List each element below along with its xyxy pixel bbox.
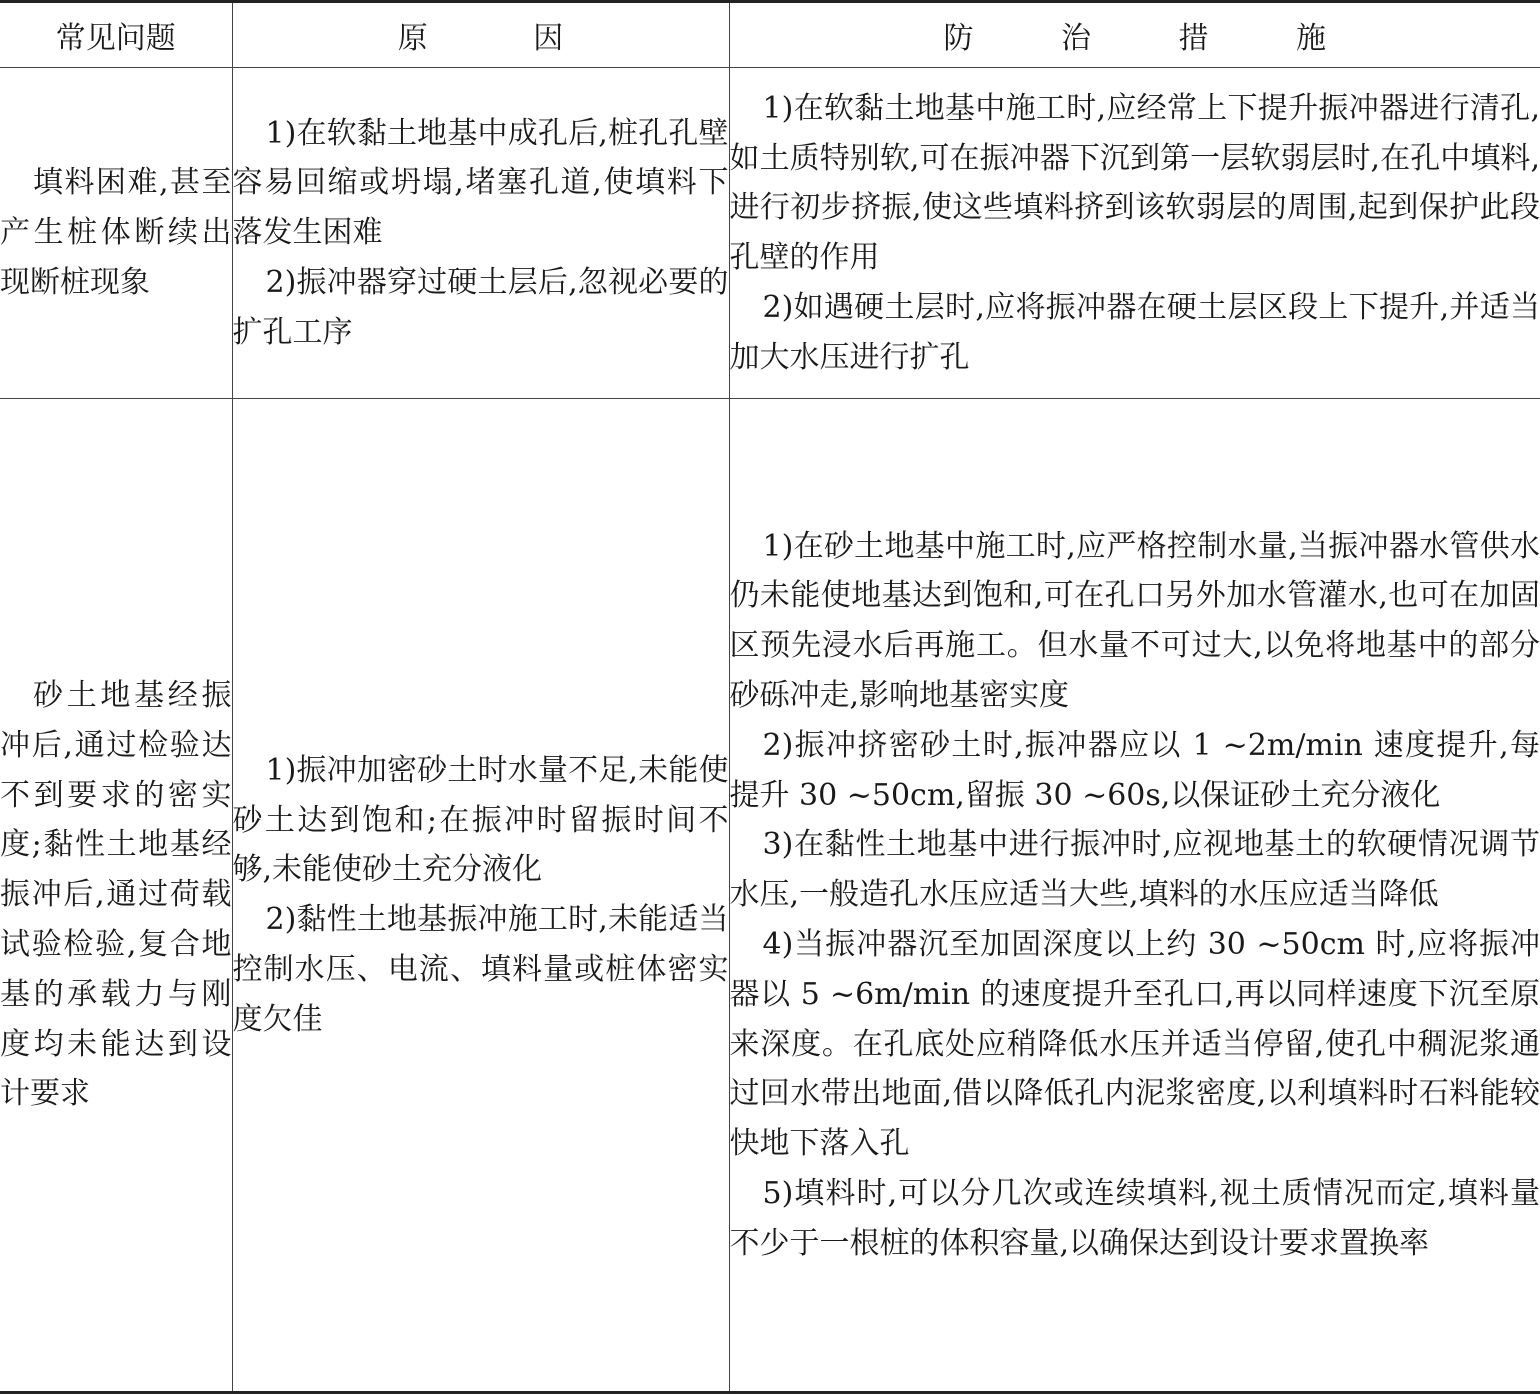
header-cause: 原 因 [232, 2, 729, 68]
header-row [0, 2, 1540, 68]
cause-item: 2)黏性土地基振冲施工时,未能适当控制水压、电流、填料量或桩体密实度欠佳 [232, 902, 729, 1037]
header-problem: 常见问题 [0, 2, 232, 68]
cause-cell [232, 68, 729, 399]
cause-item: 1)在软黏土地基中成孔后,桩孔孔壁容易回缩或坍塌,堵塞孔道,使填料下落发生困难 [232, 115, 729, 251]
problem-text: 砂土地基经振冲后,通过检验达不到要求的密实度;黏性土地基经振冲后,通过荷载试验检验,复合地基的承载力与刚度均未能达到设计要求 [0, 678, 232, 1112]
measures-cell [729, 399, 1540, 1393]
measure-item: 3)在黏性土地基中进行振冲时,应视地基土的软硬情况调节水压,一般造孔水压应适当大些,填料的水压应适当降低 [729, 827, 1540, 913]
measure-item: 2)如遇硬土层时,应将振冲器在硬土层区段上下提升,并适当加大水压进行扩孔 [729, 289, 1540, 375]
measure-item: 4)当振冲器沉至加固深度以上约 30 ~50cm 时,应将振冲器以 5 ~6m/min 的速度提升至孔口,再以同样速度下沉至原来深度。在孔底处应稍降低水压并适当停留,使孔中稠泥浆通过回水带出地面,借以降低孔内泥浆密度,以利填料时石料能较快地下落入孔 [729, 927, 1540, 1162]
problem-cell [0, 68, 232, 399]
cause-item: 1)振冲加密砂土时水量不足,未能使砂土达到饱和;在振冲时留振时间不够,未能使砂土充分液化 [232, 752, 729, 888]
cause-item: 2)振冲器穿过硬土层后,忽视必要的扩孔工序 [232, 265, 729, 350]
measure-item: 2)振冲挤密砂土时,振冲器应以 1 ~2m/min 速度提升,每提升 30 ~50cm,留振 30 ~60s,以保证砂土充分液化 [729, 727, 1540, 813]
problem-text: 填料困难,甚至产生桩体断续出现断桩现象 [0, 165, 232, 301]
header-measures: 防 治 措 施 [729, 2, 1540, 68]
cause-cell [232, 399, 729, 1393]
measure-item: 1)在砂土地基中施工时,应严格控制水量,当振冲器水管供水仍未能使地基达到饱和,可在孔口另外加水管灌水,也可在加固区预先浸水后再施工。但水量不可过大,以免将地基中的部分砂砾冲走,影响地基密实度 [729, 528, 1540, 714]
measure-item: 5)填料时,可以分几次或连续填料,视土质情况而定,填料量不少于一根桩的体积容量,以确保达到设计要求置换率 [729, 1176, 1540, 1261]
measures-cell [729, 68, 1540, 399]
table-row [0, 399, 1540, 1393]
measure-item: 1)在软黏土地基中施工时,应经常上下提升振冲器进行清孔,如土质特别软,可在振冲器下沉到第一层软弱层时,在孔中填料,进行初步挤振,使这些填料挤到该软弱层的周围,起到保护此段孔壁的作用 [729, 90, 1540, 276]
table-row [0, 68, 1540, 399]
problem-cell [0, 399, 232, 1393]
